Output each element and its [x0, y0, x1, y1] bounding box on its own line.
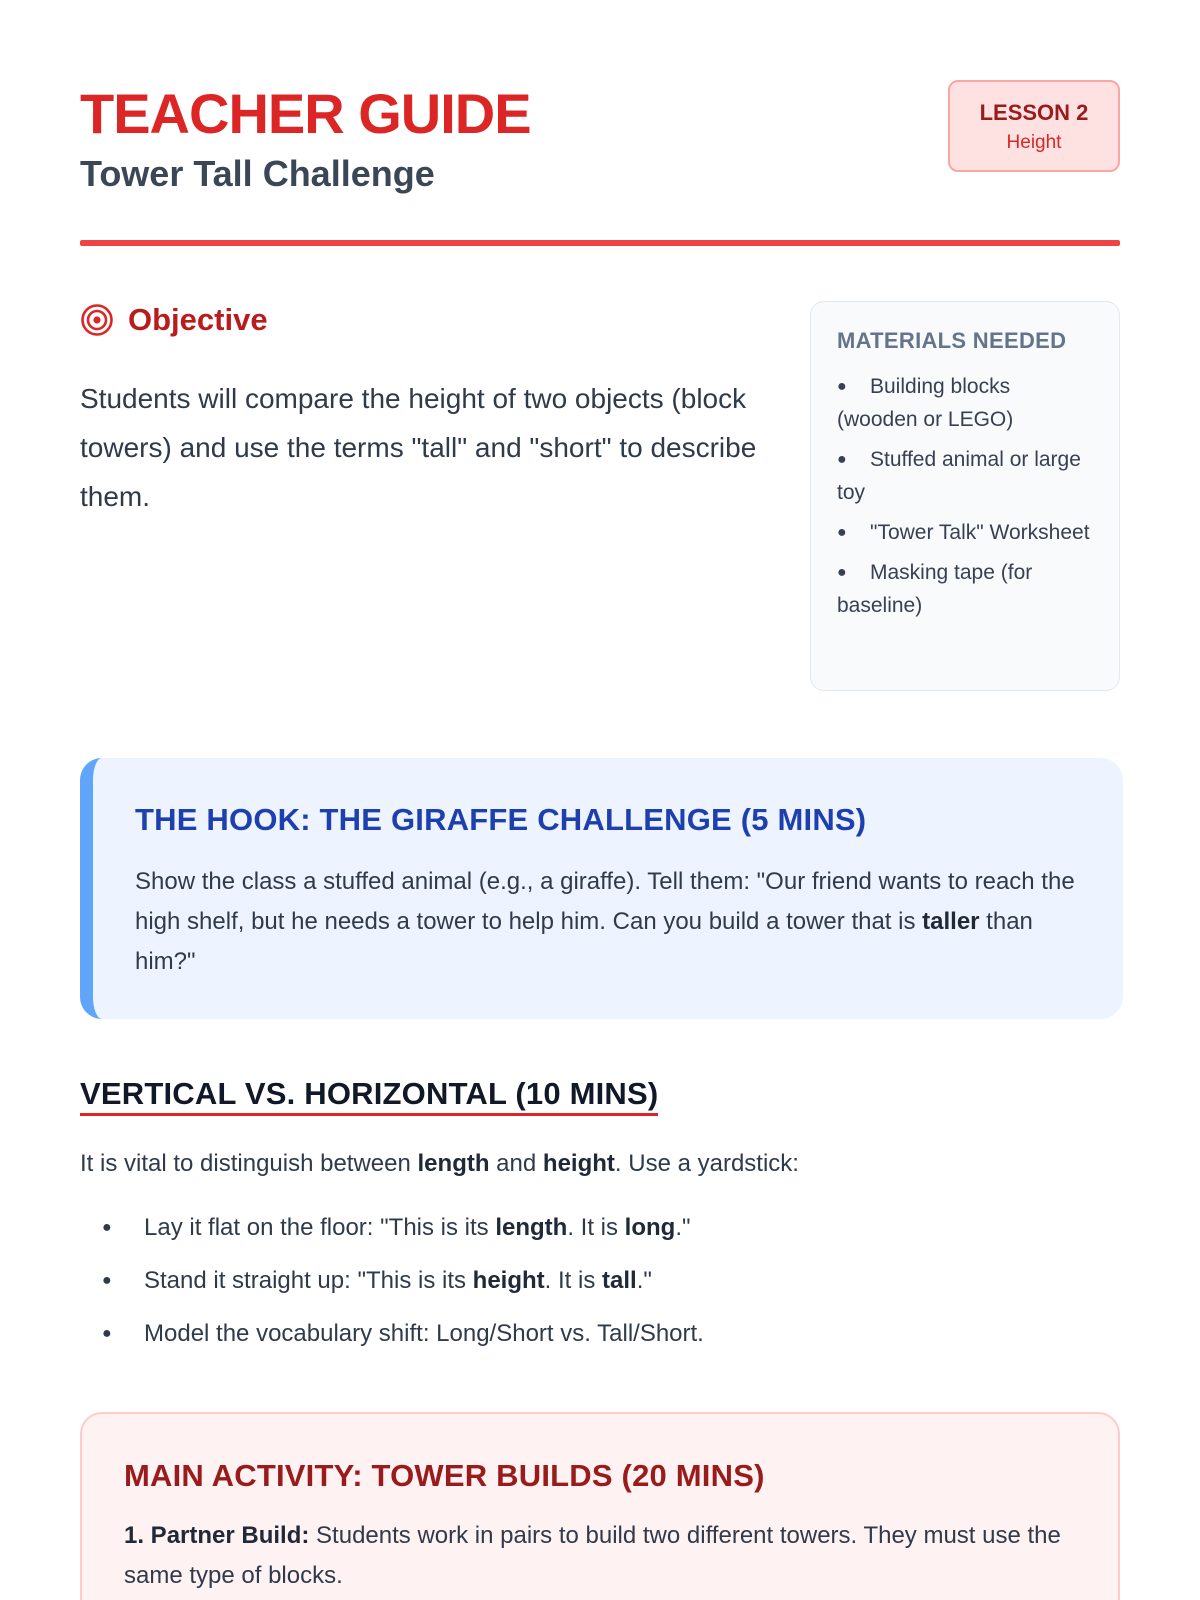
materials-item: ● "Tower Talk" Worksheet	[837, 516, 1093, 549]
bullet-dot: ●	[102, 1272, 112, 1289]
lesson-number: LESSON 2	[979, 100, 1089, 125]
bullet-dot: ●	[837, 524, 847, 541]
hook-callout	[80, 758, 1123, 1019]
page-header	[80, 80, 1120, 250]
materials-item: ● Building blocks (wooden or LEGO)	[837, 370, 1093, 436]
materials-item: ● Masking tape (for baseline)	[837, 556, 1093, 622]
vertical-horizontal-intro: It is vital to distinguish between length and height. Use a yardstick:	[80, 1150, 799, 1177]
list-item: ● Model the vocabulary shift: Long/Short vs. Tall/Short.	[80, 1318, 704, 1350]
materials-panel	[810, 301, 1120, 691]
hook-heading: THE HOOK: THE GIRAFFE CHALLENGE (5 MINS)	[135, 802, 867, 837]
hook-text: Show the class a stuffed animal (e.g., a giraffe). Tell them: "Our friend wants to reach the high shelf, but he needs a tower to help him. Can you build a tower that is taller than him?"	[135, 868, 1075, 975]
target-icon	[80, 303, 114, 337]
objective-heading: Objective	[128, 302, 268, 337]
objective-section	[80, 302, 780, 521]
main-activity-panel	[80, 1412, 1120, 1600]
bullet-dot: ●	[837, 378, 847, 395]
main-activity-step-1: 1. Partner Build: Students work in pairs to build two different towers. They must use the same type of blocks.	[124, 1522, 1061, 1589]
materials-heading: MATERIALS NEEDED	[837, 328, 1067, 353]
materials-list	[837, 370, 1093, 622]
bullet-dot: ●	[837, 451, 847, 468]
list-item: ● Stand it straight up: "This is its height. It is tall."	[80, 1265, 704, 1297]
materials-item: ● Stuffed animal or large toy	[837, 443, 1093, 509]
bullet-dot: ●	[102, 1325, 112, 1342]
vertical-horizontal-heading: VERTICAL VS. HORIZONTAL (10 MINS)	[80, 1076, 658, 1116]
list-item: ● Lay it flat on the floor: "This is its length. It is long."	[80, 1212, 704, 1244]
page-subtitle: Tower Tall Challenge	[80, 153, 435, 194]
vertical-horizontal-list	[80, 1212, 704, 1371]
objective-heading-row	[80, 302, 780, 338]
page-title: TEACHER GUIDE	[80, 82, 531, 145]
lesson-topic: Height	[1006, 132, 1062, 153]
objective-text: Students will compare the height of two objects (block towers) and use the terms "tall" and "short" to describe them.	[80, 383, 757, 512]
main-activity-heading: MAIN ACTIVITY: TOWER BUILDS (20 MINS)	[124, 1458, 765, 1493]
bullet-dot: ●	[102, 1219, 112, 1236]
bullet-dot: ●	[837, 564, 847, 581]
header-divider	[80, 240, 1120, 246]
lesson-badge	[948, 80, 1120, 172]
